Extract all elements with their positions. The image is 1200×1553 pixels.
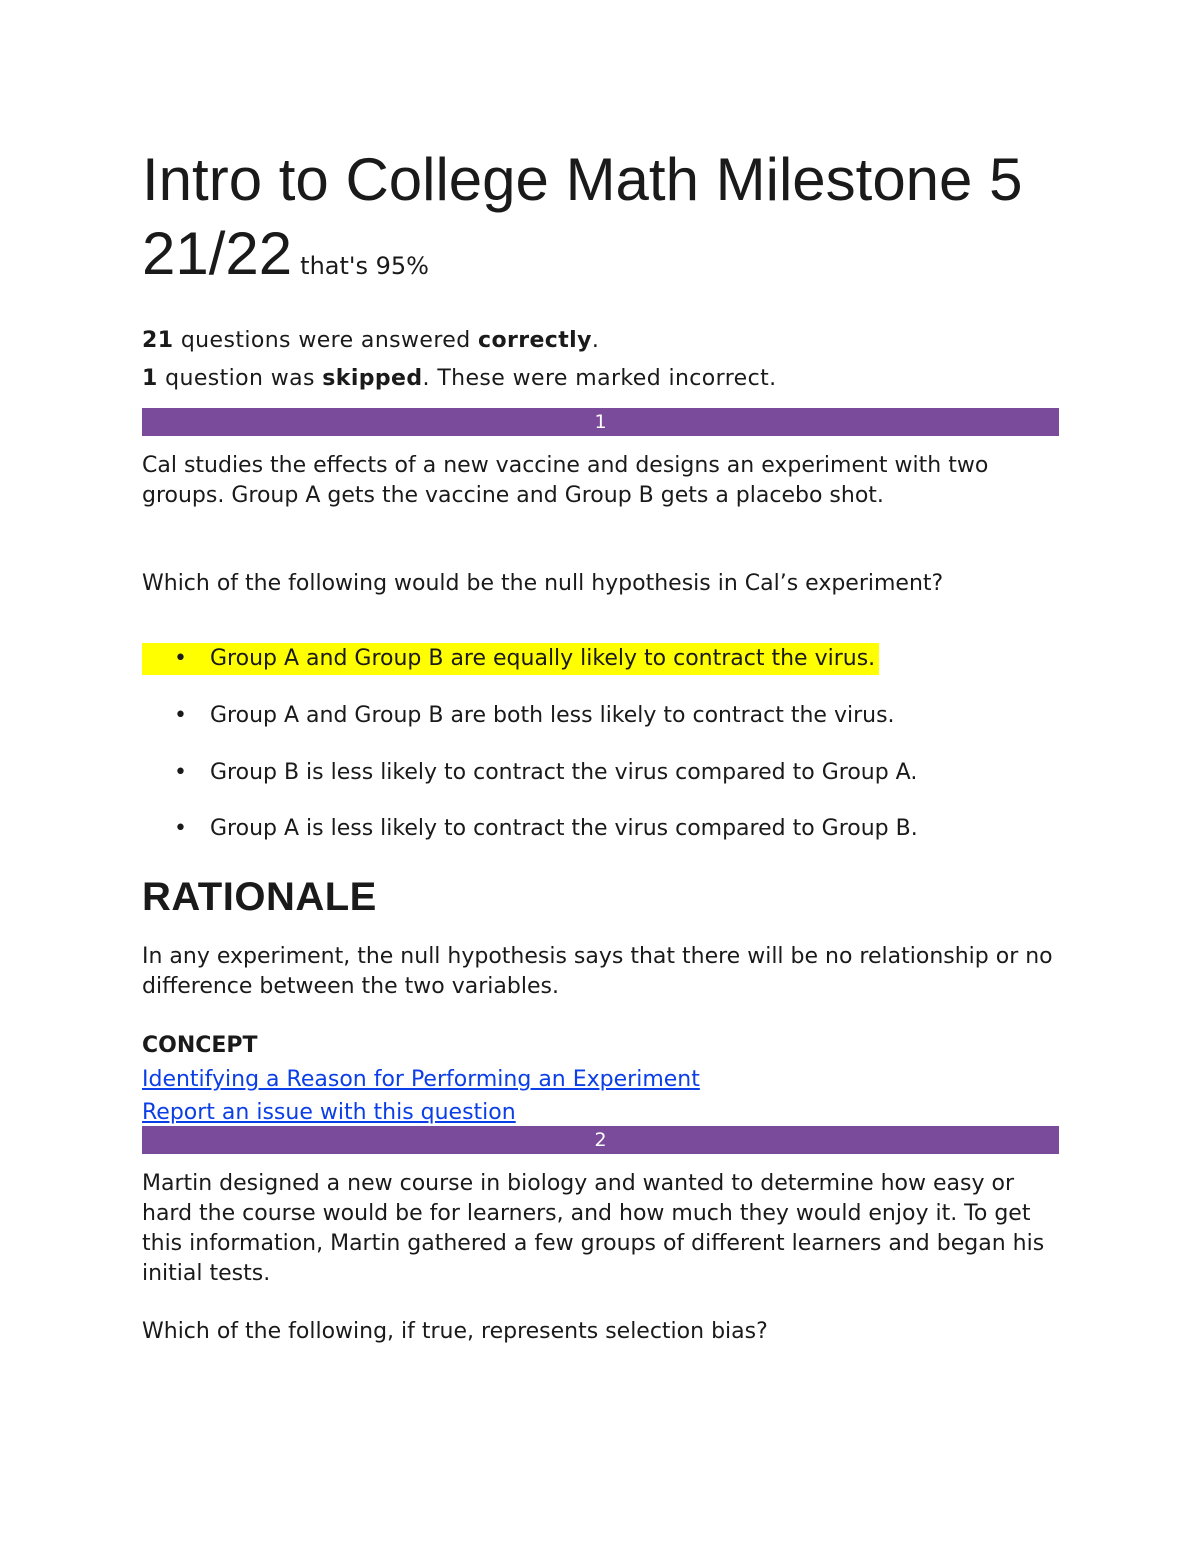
- option-text: Group A and Group B are equally likely to contract the virus.: [210, 646, 876, 671]
- concept-link[interactable]: Identifying a Reason for Performing an Experiment: [142, 1067, 700, 1092]
- correct-end: .: [591, 328, 600, 353]
- score-line: [142, 220, 429, 288]
- rationale-text: In any experiment, the null hypothesis says that there will be no relationship or no difference between the two variables.: [142, 944, 1053, 999]
- skipped-end: . These were marked incorrect.: [422, 366, 777, 391]
- option-text: Group A and Group B are both less likely to contract the virus.: [210, 703, 895, 728]
- option-text: Group A is less likely to contract the virus compared to Group B.: [210, 816, 918, 841]
- answer-option-correct[interactable]: [142, 643, 879, 675]
- correct-count: 21: [142, 328, 174, 353]
- rationale-heading: RATIONALE: [142, 875, 377, 919]
- answer-option[interactable]: [142, 757, 917, 789]
- question-stem: Martin designed a new course in biology and wanted to determine how easy or hard the course would be for learners, and how much they would enjoy it. To get this information, Martin gathered a few groups of different learners and began his initial tests.: [142, 1171, 1045, 1286]
- question-number-bar: 2: [142, 1126, 1059, 1154]
- concept-label: CONCEPT: [142, 1033, 258, 1058]
- correct-text: questions were answered: [173, 328, 479, 353]
- question-prompt: Which of the following, if true, represents selection bias?: [142, 1319, 768, 1344]
- bullet-icon: •: [174, 703, 187, 728]
- document-title: Intro to College Math Milestone 5: [142, 146, 1023, 213]
- answer-option[interactable]: [142, 700, 895, 732]
- answer-option[interactable]: [142, 813, 918, 845]
- question-number-bar: 1: [142, 408, 1059, 436]
- skipped-word: skipped: [322, 366, 423, 391]
- correct-word: correctly: [478, 328, 592, 353]
- question-prompt: Which of the following would be the null hypothesis in Cal’s experiment?: [142, 571, 944, 596]
- summary-skipped: [142, 364, 777, 394]
- bullet-icon: •: [174, 760, 187, 785]
- skipped-text: question was: [157, 366, 323, 391]
- summary-correct: [142, 326, 599, 356]
- bullet-icon: •: [174, 816, 187, 841]
- score-percent: that's 95%: [300, 252, 429, 280]
- score-value: 21/22: [142, 220, 293, 287]
- option-text: Group B is less likely to contract the virus compared to Group A.: [210, 760, 918, 785]
- skipped-count: 1: [142, 366, 158, 391]
- report-issue-link[interactable]: Report an issue with this question: [142, 1100, 516, 1125]
- bullet-icon: •: [174, 646, 187, 671]
- question-stem: Cal studies the effects of a new vaccine and designs an experiment with two groups. Group A gets the vaccine and Group B gets a placebo shot.: [142, 453, 989, 508]
